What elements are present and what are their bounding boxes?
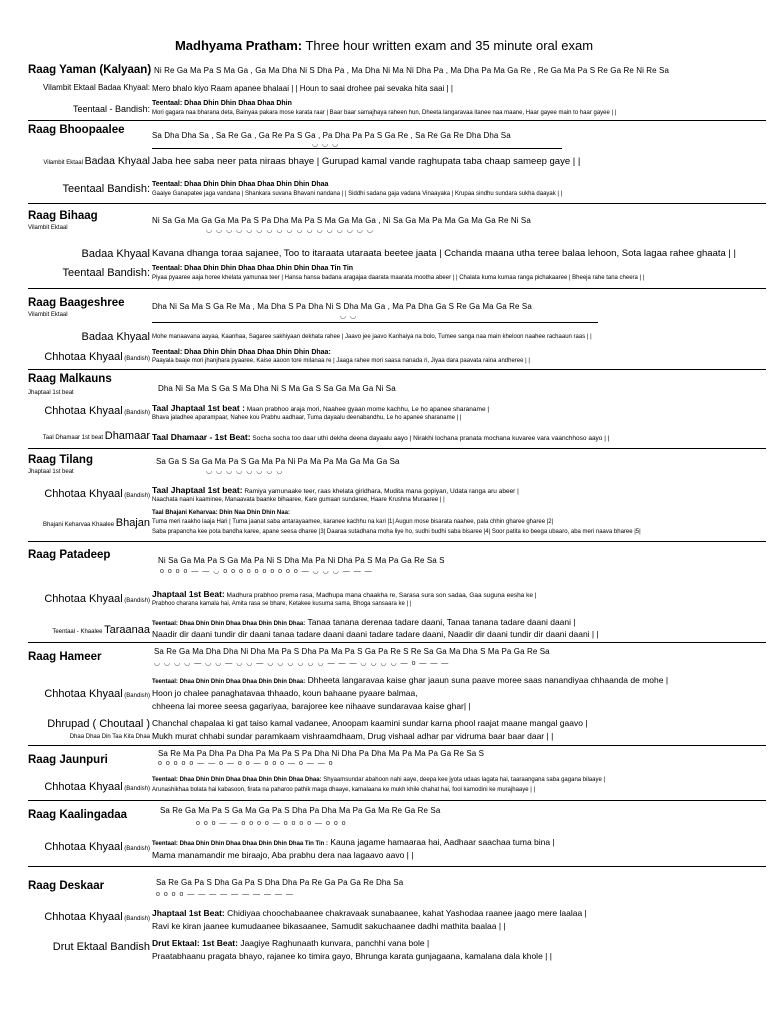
baageshree-label-1: Badaa Khyaal (81, 331, 150, 343)
section-divider (28, 120, 766, 121)
bhoopaalee-notes: Sa Dha Dha Sa , Sa Re Ga , Ga Re Pa S Ga , Pa Dha Pa Pa S Ga Re , Sa Re Ga Re Dha Dha Sa (152, 131, 511, 140)
kaalingadaa-label-1: Chhotaa Khyaal (Bandish) (44, 841, 150, 853)
bihaag-marks: ◡ ◡ ◡ ◡ ◡ ◡ ◡ ◡ ◡ ◡ ◡ ◡ ◡ ◡ ◡ ◡ ◡ (206, 227, 374, 234)
bhoopaalee-line-2b: Gaaiye Ganapatee jaga vandana | Shankara suvana Bhavani nandana | | Siddhi sadana gaja vadana Vinaayaka | Krupaa sindhu sundara sukha daayak | | (152, 191, 563, 197)
deskaar-notes: Sa Re Ga Pa S Dha Ga Pa S Dha Dha Pa Re Ga Pa Ga Re Dha Sa (156, 878, 404, 887)
malkauns-label-2: Taal Dhamaar 1st beat Dhamaar (42, 430, 150, 442)
patadeep-label-2: Teentaal - Khaalee Taraanaa (52, 624, 150, 636)
malkauns-line-2: Taal Dhamaar - 1st Beat: Socha socha too daar uthi dekha deena dayaalu aayo | Nirakhi lochana pranata mochana kuvaree vara vaanchhoso aayo | | (152, 432, 610, 442)
kaalingadaa-line-1a: Teentaal: Dhaa Dhin Dhin Dhaa Dhaa Dhin Dhin Dhaa Tin Tin : Kauna jagame hamaaraa hai, Aadhaar saachaa tuma bina | (152, 837, 555, 847)
patadeep-line-1a: Jhaptaal 1st Beat: Madhura prabhoo prema rasa, Madhupa mana chaakha re, Sarasa sura son sadaa, Gaa suguna eesha ke | (152, 589, 537, 599)
bihaag-sub: Vilambit Ektaal (28, 225, 68, 231)
patadeep-line-2b: Naadir dir daani tundir dir daani tanaa tadare daani daani tadare tadare daani, Naadir dir daani tundir dir daani daani | | (152, 629, 599, 639)
hameer-label-2: Dhrupad ( Choutaal ) (47, 718, 150, 730)
bhoopaalee-underline (152, 148, 562, 149)
section-divider (28, 745, 766, 746)
yaman-line-2a: Teentaal: Dhaa Dhin Dhin Dhaa Dhaa Dhin (152, 100, 292, 107)
patadeep-notes: Ni Sa Ga Ma Pa S Ga Ma Pa Ni S Dha Ma Pa Ni Dha Pa S Ma Pa Ga Re Sa S (158, 556, 445, 565)
tilang-line-1a: Taal Jhaptaal 1st beat: Ramiya yamunaake teer, raas khelata giridhara, Mudita mana gopiyan, Udata ranga aru abeer | (152, 485, 519, 495)
bhoopaalee-line-1: Jaba hee saba neer pata niraas bhaye | Gurupad kamal vande raghupata taba chaap sameep gaye | | (152, 156, 581, 167)
bihaag-label-2: Teentaal Bandish: (62, 267, 150, 279)
hameer-line-1b: Hoon jo chalee panaghatavaa thhaado, koun bahaane pyaare balmaa, (152, 688, 418, 698)
title-rest: Three hour written exam and 35 minute oral exam (302, 38, 594, 53)
hameer-notes: Sa Re Ga Ma Dha Dha Ni Dha Ma Pa S Dha Pa Ma Pa S Ga Pa Re S Re Sa Ga Ma Dha S Ma Pa Ga Re Sa (154, 647, 550, 656)
bihaag-notes: Ni Sa Ga Ma Ga Ga Ma Pa S Pa Dha Ma Pa S Ma Ga Ma Ga , Ni Sa Ga Ma Pa Ma Ga Ma Ga Re Ni Sa (152, 216, 531, 225)
patadeep-line-1b: Prabhoo charana kamala hai, Amita rasa se bhare, Ketakee kusuma sama, Bhoga sansaara ke | | (152, 601, 412, 607)
baageshree-notes: Dha Ni Sa Ma S Ga Re Ma , Ma Dha S Pa Dha Ni S Dha Ma Ga , Ma Pa Dha Ga S Re Ga Ma Ga Re Sa (152, 302, 532, 311)
section-divider (28, 203, 766, 204)
baageshree-line-2b: Paayala baaje mori jhanjhara pyaaree, Kaise aaoon tore milanaa re | Jaaga rahee mori saasa nanada ri, Jiyaa dara paavata raina andheree | | (152, 358, 530, 364)
hameer-label-2-small: Dhaa Dhaa Din Taa Kita Dhaa (69, 734, 150, 740)
raag-bihaag-title: Raag Bihaag (28, 210, 98, 222)
patadeep-marks: o o o o — — ◡ o o o o o o o o o o — ◡ ◡ ◡ — — — (160, 568, 373, 575)
malkauns-label-1: Chhotaa Khyaal (Bandish) (44, 405, 150, 417)
deskaar-line-2b: Praatabhaanu pragata bhayo, rajanee ko timira gayo, Bhrunga karata gunjagaana, kamalana dala khole | | (152, 951, 552, 961)
jaunpuri-line-1a: Teentaal: Dhaa Dhin Dhin Dhaa Dhaa Dhin Dhin Dhaa Dhaa: Shyaamsundar abahoon nahi aaye, deepa kee jyota udaas lagata hai, taaraangana saba gagana bilaaye | (152, 777, 606, 783)
section-divider (28, 369, 766, 370)
raag-hameer-title: Raag Hameer (28, 651, 102, 663)
malkauns-notes: Dha Ni Sa Ma S Ga S Ma Dha Ni S Ma Ga S Sa Ga Ma Ga Ni Sa (158, 384, 396, 393)
title-bold: Madhyama Pratham: (174, 38, 303, 53)
hameer-line-1a: Teentaal: Dhaa Dhin Dhin Dhaa Dhaa Dhin Dhin Dhaa: Dhheeta langaravaa kaise ghar jaaun suna paave moree saas nanandiyaa chhaanda de mohe | (152, 675, 669, 685)
tilang-sub: Jhaptaal 1st beat (28, 469, 74, 475)
raag-baageshree-title: Raag Baageshree (28, 297, 125, 309)
hameer-line-1c: chheena lai moree seesa gagariyaa, barajoree kee nihaave sundaravaa kaise ghar| | (152, 701, 471, 711)
bihaag-line-2a: Teentaal: Dhaa Dhin Dhin Dhaa Dhaa Dhin Dhin Dhaa Tin Tin (152, 265, 354, 272)
section-divider (28, 288, 766, 289)
yaman-notes: Ni Re Ga Ma Pa S Ma Ga , Ga Ma Dha Ni S Dha Pa , Ma Dha Ni Ma Ni Dha Pa , Ma Dha Pa Ma Ga Re , Re Ga Ma Pa S Re Ga Re Ni Re Sa (154, 66, 670, 75)
kaalingadaa-line-1b: Mama manamandir me biraajo, Aba prabhu dera naa lagaavo aavo | | (152, 850, 414, 860)
tilang-line-1b: Naachata naani kaaminee, Manaavata baanke bihaaree, Kare gumaan sundaree, Haare Krushna Muraaree | | (152, 497, 445, 503)
jaunpuri-label-1: Chhotaa Khyaal (Bandish) (44, 781, 150, 793)
bhoopaalee-line-2a: Teentaal: Dhaa Dhin Dhin Dhaa Dhaa Dhin Dhin Dhaa (152, 181, 329, 188)
section-divider (28, 448, 766, 449)
tilang-line-2b: Tuma meri raakho laaja Hari | Tuma jaanat saba antarayaamee, karanee kachhu na kari |1| Augun mose bisarata naahee, pala chhin gharee gharee |2| (152, 519, 554, 525)
kaalingadaa-marks: o o o — — o o o o — o o o o — o o o (196, 820, 347, 827)
jaunpuri-line-1b: Arunashikhaa bolata hai kabasoon, firata na paharoo pathik maga dhaaye, kamalaana ke mukh khile chahat hai, fool kamodini ke murajhaaye | | (152, 787, 536, 793)
tilang-label-2: Bhajani Keharvaa Khaalee Bhajan (43, 517, 150, 529)
raag-deskaar-title: Raag Deskaar (28, 880, 105, 892)
baageshree-line-2a: Teentaal: Dhaa Dhin Dhin Dhaa Dhaa Dhin Dhin Dhaa: (152, 349, 331, 356)
deskaar-line-1a: Jhaptaal 1st Beat: Chidiyaa choochabaanee chakravaak sunabaanee, kahat Yashodaa raanee jaago mere laalaa | (152, 908, 587, 918)
deskaar-line-1b: Ravi ke kiran jaanee kumudaanee bikasaanee, Samudit sakuchaanee dadhi mathita baalaa | | (152, 921, 506, 931)
baageshree-underline (152, 322, 598, 323)
baageshree-label-2: Chhotaa Khyaal (Bandish) (44, 351, 150, 363)
yaman-line-1: Mero bhalo kiyo Raam apanee bhalaai | | Houn to saai drohee pai sevaka hita saai | | (152, 84, 453, 93)
hameer-marks: ◡ ◡ ◡ ◡ — ◡ ◡ — ◡ ◡ — ◡ ◡ ◡ ◡ ◡ ◡ — — — ◡ ◡ ◡ ◡ — o — — — (154, 660, 450, 667)
patadeep-line-2a: Teentaal: Dhaa Dhin Dhin Dhaa Dhaa Dhin Dhin Dhaa: Tanaa tanana derenaa tadare daani, Tanaa tanana tadare daani daani | (152, 617, 576, 627)
yaman-label-1: Vilambit Ektaal Badaa Khyaal: (42, 83, 150, 92)
deskaar-label-1: Chhotaa Khyaal (Bandish) (44, 911, 150, 923)
tilang-marks: ◡ ◡ ◡ ◡ ◡ ◡ ◡ ◡ (206, 468, 284, 475)
malkauns-line-1a: Taal Jhaptaal 1st beat : Maan prabhoo araja mori, Naahee gyaan mome kachhu, Le ho apanee sharaname | (152, 403, 490, 413)
kaalingadaa-notes: Sa Re Ga Ma Pa S Ga Ma Ga Pa S Dha Pa Dha Ma Pa Ga Ma Re Ga Re Sa (160, 806, 441, 815)
tilang-notes: Sa Ga S Sa Ga Ma Pa S Ga Ma Pa Ni Pa Ma Pa Ma Ga Ma Ga Sa (156, 457, 400, 466)
page-title (0, 38, 768, 53)
jaunpuri-notes: Sa Re Ma Pa Dha Pa Dha Pa Ma Pa S Pa Dha Ni Dha Pa Dha Ma Pa Ma Pa Ga Re Sa S (158, 749, 485, 758)
baageshree-marks: ◡ ◡ (340, 313, 358, 320)
raag-patadeep-title: Raag Patadeep (28, 549, 111, 561)
raag-tilang-title: Raag Tilang (28, 454, 93, 466)
tilang-line-2a: Taal Bhajani Keharvaa: Dhin Naa Dhin Dhin Naa: (152, 510, 290, 516)
section-divider (28, 642, 766, 643)
yaman-line-2b: Mori gagara naa bharana deta, Bainyaa pakara mose karata raar | Baar baar samajhaya raheen hun, Dheeta langaravaa itanee naa maane, Haar gayee main to haar gayee | | (152, 110, 617, 116)
tilang-line-2c: Saba prapancha kee pota bandha karee, apane seesa dharee |3| Daaraa sutadhana moha liye ho, sudhi budhi saba bisaree |4| Soor patita ko beega ubaaro, aba meri naava bharee |5| (152, 529, 641, 535)
malkauns-sub: Jhaptaal 1st beat (28, 390, 74, 396)
raag-bhoopaalee-title: Raag Bhoopaalee (28, 124, 125, 136)
patadeep-label-1: Chhotaa Khyaal (Bandish) (44, 593, 150, 605)
yaman-label-2: Teentaal - Bandish: (72, 104, 150, 114)
baageshree-line-1: Mohe manaavana aayaa, Kaanhaa, Sagaree sakhiyaan dekhata rahee | Jaavo jee jaavo Kanhaiya na bolo, Tumee sanga naa main kheloon naahee rachaaun raas | | (152, 334, 592, 340)
bhoopaalee-marks: ◡ ◡ ◡ (312, 141, 340, 148)
deskaar-label-2: Drut Ektaal Bandish (52, 941, 150, 953)
hameer-line-2a: Chanchal chapalaa ki gat taiso kamal vadanee, Anoopam kaamini sundar karna phool raajat maane mangal gaavo | (152, 718, 588, 728)
bihaag-line-1: Kavana dhanga toraa sajanee, Too to itaraata utaraata beetee jaata | Cchanda maana utha teree balaa lehoon, Sota lagaa rahee ghaata | | (152, 248, 737, 259)
bhoopaalee-label-1: Vilambit Ektaal Badaa Khyaal (43, 155, 150, 167)
deskaar-marks: o o o o — — — — — — — — — — (156, 891, 294, 898)
bihaag-line-2b: Piyaa pyaaree aaja horee khelata yamunaa teer | Hansa hansa badana aragajaa daarata maarata mootha abeer | | Chalata kuma kumaa ranga pichakaaree | Bheeja rahe tana cheera | | (152, 275, 645, 281)
section-divider (28, 800, 766, 801)
hameer-label-1: Chhotaa Khyaal (Bandish) (44, 688, 150, 700)
tilang-label-1: Chhotaa Khyaal (Bandish) (44, 488, 150, 500)
raag-kaalingadaa-title: Raag Kaalingadaa (28, 809, 128, 821)
bhoopaalee-label-2: Teentaal Bandish: (62, 183, 150, 195)
raag-malkauns-title: Raag Malkauns (28, 373, 112, 385)
raag-yaman-title: Raag Yaman (Kalyaan) (28, 64, 152, 76)
section-divider (28, 866, 766, 867)
malkauns-line-1b: Bhava jaladhee aparampaar, Nahee kou Prabhu aadhaar, Tuma dayaalu deenabandhu, Le ho apanee sharaname | | (152, 415, 462, 421)
raag-jaunpuri-title: Raag Jaunpuri (28, 754, 108, 766)
deskaar-line-2a: Drut Ektaal: 1st Beat: Jaagiye Raghunaath kunvara, panchhi vana bole | (152, 938, 430, 948)
jaunpuri-marks: o o o o o — — o — o o — o o o — o — — o (158, 760, 334, 767)
bihaag-label-1: Badaa Khyaal (81, 248, 150, 260)
baageshree-sub: Vilambit Ektaal (28, 312, 68, 318)
section-divider (28, 541, 766, 542)
hameer-line-2b: Mukh murat chhabi sundar paramkaam vishraamdhaam, Drug vishaal adhar par vidruma baar baar daar | | (152, 731, 554, 741)
